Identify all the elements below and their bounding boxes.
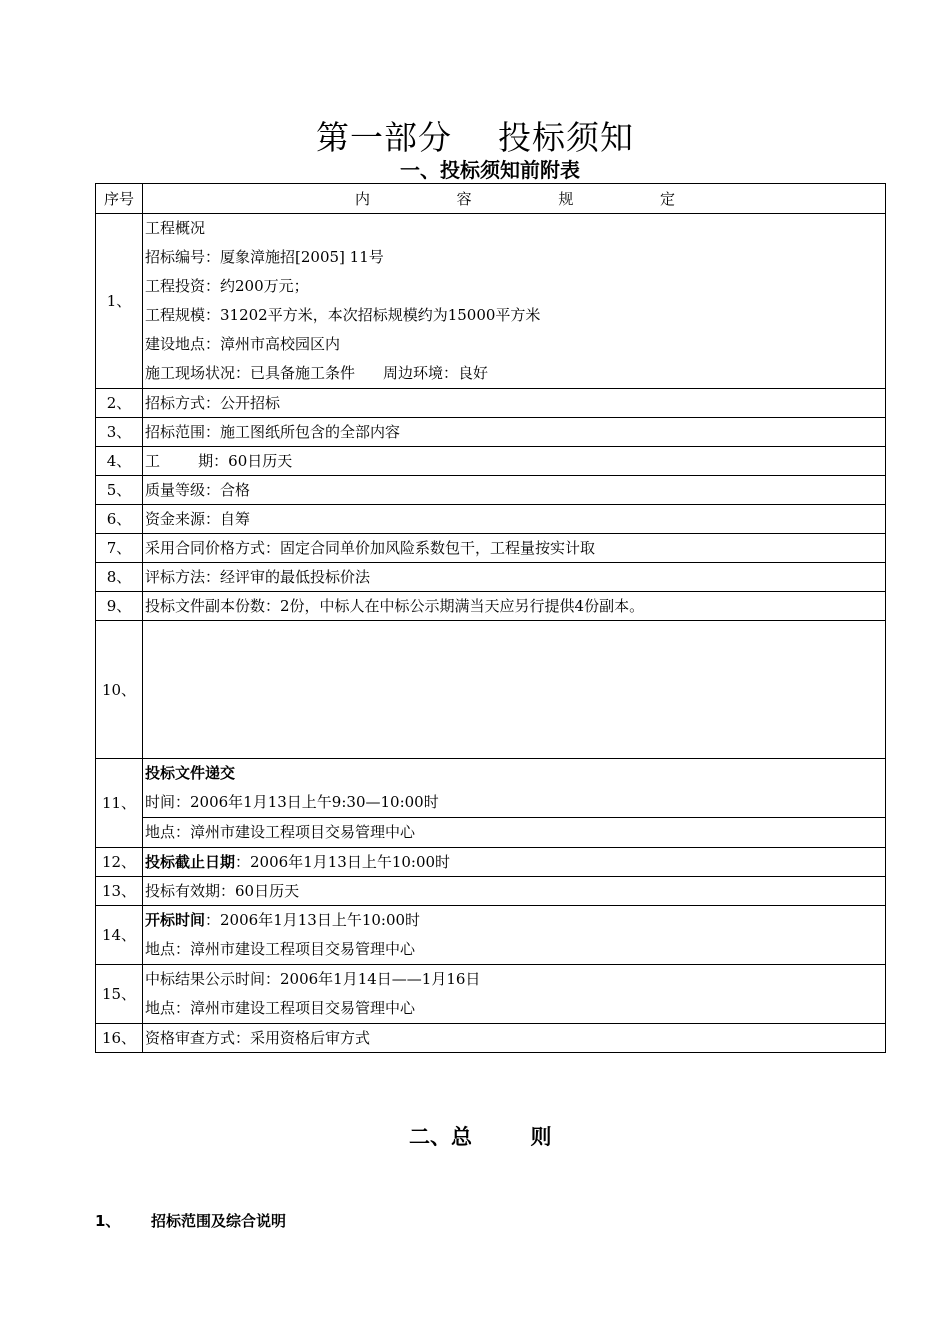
section-item: [95, 1210, 286, 1231]
construction-site: 建设地点：漳州市高校园区内: [145, 335, 341, 353]
project-scale: 工程规模：31202平方米，本次招标规模约为15000平方米: [145, 306, 541, 324]
table-row: [96, 505, 886, 534]
submission-place: 地点：漳州市建设工程项目交易管理中心: [143, 817, 885, 847]
table-row: [96, 534, 886, 563]
row-num: 8、: [96, 563, 143, 592]
section-item-num: 1、: [95, 1212, 121, 1230]
header-content: [143, 184, 886, 214]
page-title: 第一部分 投标须知: [316, 118, 634, 157]
row-text: 工 期：60日历天: [143, 447, 886, 476]
row-num: 2、: [96, 389, 143, 418]
table-row: [96, 759, 886, 848]
bid-info-table: [95, 183, 886, 1053]
row-num: 1、: [96, 214, 143, 389]
row-text: 招标范围：施工图纸所包含的全部内容: [143, 418, 886, 447]
row-content: [143, 906, 886, 965]
bid-deadline-value: ：2006年1月13日上午10:00时: [235, 853, 451, 871]
row-num: 6、: [96, 505, 143, 534]
table-row: [96, 965, 886, 1024]
row-num: 12、: [96, 848, 143, 877]
header-char: 内: [355, 189, 371, 208]
table-row: [96, 906, 886, 965]
result-publicity-place: 地点：漳州市建设工程项目交易管理中心: [145, 999, 416, 1017]
row-text: 质量等级：合格: [143, 476, 886, 505]
table-row: [96, 621, 886, 759]
row-text: 评标方法：经评审的最低投标价法: [143, 563, 886, 592]
table-header-row: [96, 184, 886, 214]
row-content: [143, 848, 886, 877]
table-row: [96, 389, 886, 418]
table-row: [96, 418, 886, 447]
table-row: [96, 476, 886, 505]
row-num: 5、: [96, 476, 143, 505]
header-num: 序号: [96, 184, 143, 214]
row-num: 14、: [96, 906, 143, 965]
result-publicity-time: 中标结果公示时间：2006年1月14日——1月16日: [145, 970, 481, 988]
header-char: 定: [659, 189, 675, 208]
row-num: 9、: [96, 592, 143, 621]
sub-title: 一、投标须知前附表: [400, 158, 580, 182]
row-num: 4、: [96, 447, 143, 476]
row-num: 3、: [96, 418, 143, 447]
row-text: 采用合同价格方式：固定合同单价加风险系数包干，工程量按实计取: [143, 534, 886, 563]
bid-opening-time: [145, 906, 883, 935]
header-char: 容: [456, 189, 472, 208]
section-item-text: 招标范围及综合说明: [151, 1212, 287, 1230]
project-overview: 工程概况: [145, 219, 206, 237]
row-num: 13、: [96, 877, 143, 906]
project-investment: 工程投资：约200万元；: [145, 277, 309, 295]
bid-deadline-label: 投标截止日期: [145, 853, 236, 871]
table-row: [96, 877, 886, 906]
table-row: [96, 214, 886, 389]
table-row: [96, 447, 886, 476]
bid-opening-label: 开标时间: [145, 911, 206, 929]
table-row: [96, 1024, 886, 1053]
row-num: 15、: [96, 965, 143, 1024]
surroundings: 周边环境：良好: [383, 364, 489, 382]
row-text: 投标有效期：60日历天: [143, 877, 886, 906]
row-text: 投标文件副本份数：2份，中标人在中标公示期满当天应另行提供4份副本。: [143, 592, 886, 621]
site-status: 施工现场状况：已具备施工条件: [145, 364, 356, 382]
row-text: 招标方式：公开招标: [143, 389, 886, 418]
table-row: [96, 592, 886, 621]
row-content: [143, 965, 886, 1024]
row-text: [143, 621, 886, 759]
bid-opening-value: ：2006年1月13日上午10:00时: [205, 911, 421, 929]
tender-number: 招标编号：厦象漳施招[2005] 11号: [145, 248, 384, 266]
row-num: 16、: [96, 1024, 143, 1053]
header-char: 规: [558, 189, 574, 208]
site-condition: [145, 359, 883, 388]
table-row: [96, 848, 886, 877]
table-row: [96, 563, 886, 592]
row-content: [143, 214, 886, 389]
submission-time: 时间：2006年1月13日上午9:30—10:00时: [145, 793, 439, 811]
row-num: 7、: [96, 534, 143, 563]
section-title: 二、总 则: [409, 1125, 552, 1149]
row-text: 资格审查方式：采用资格后审方式: [143, 1024, 886, 1053]
bid-opening-place: 地点：漳州市建设工程项目交易管理中心: [145, 940, 416, 958]
row-content: [143, 759, 886, 848]
row-text: 资金来源：自筹: [143, 505, 886, 534]
row-num: 11、: [96, 759, 143, 848]
bid-submission-label: 投标文件递交: [145, 764, 236, 782]
row-num: 10、: [96, 621, 143, 759]
